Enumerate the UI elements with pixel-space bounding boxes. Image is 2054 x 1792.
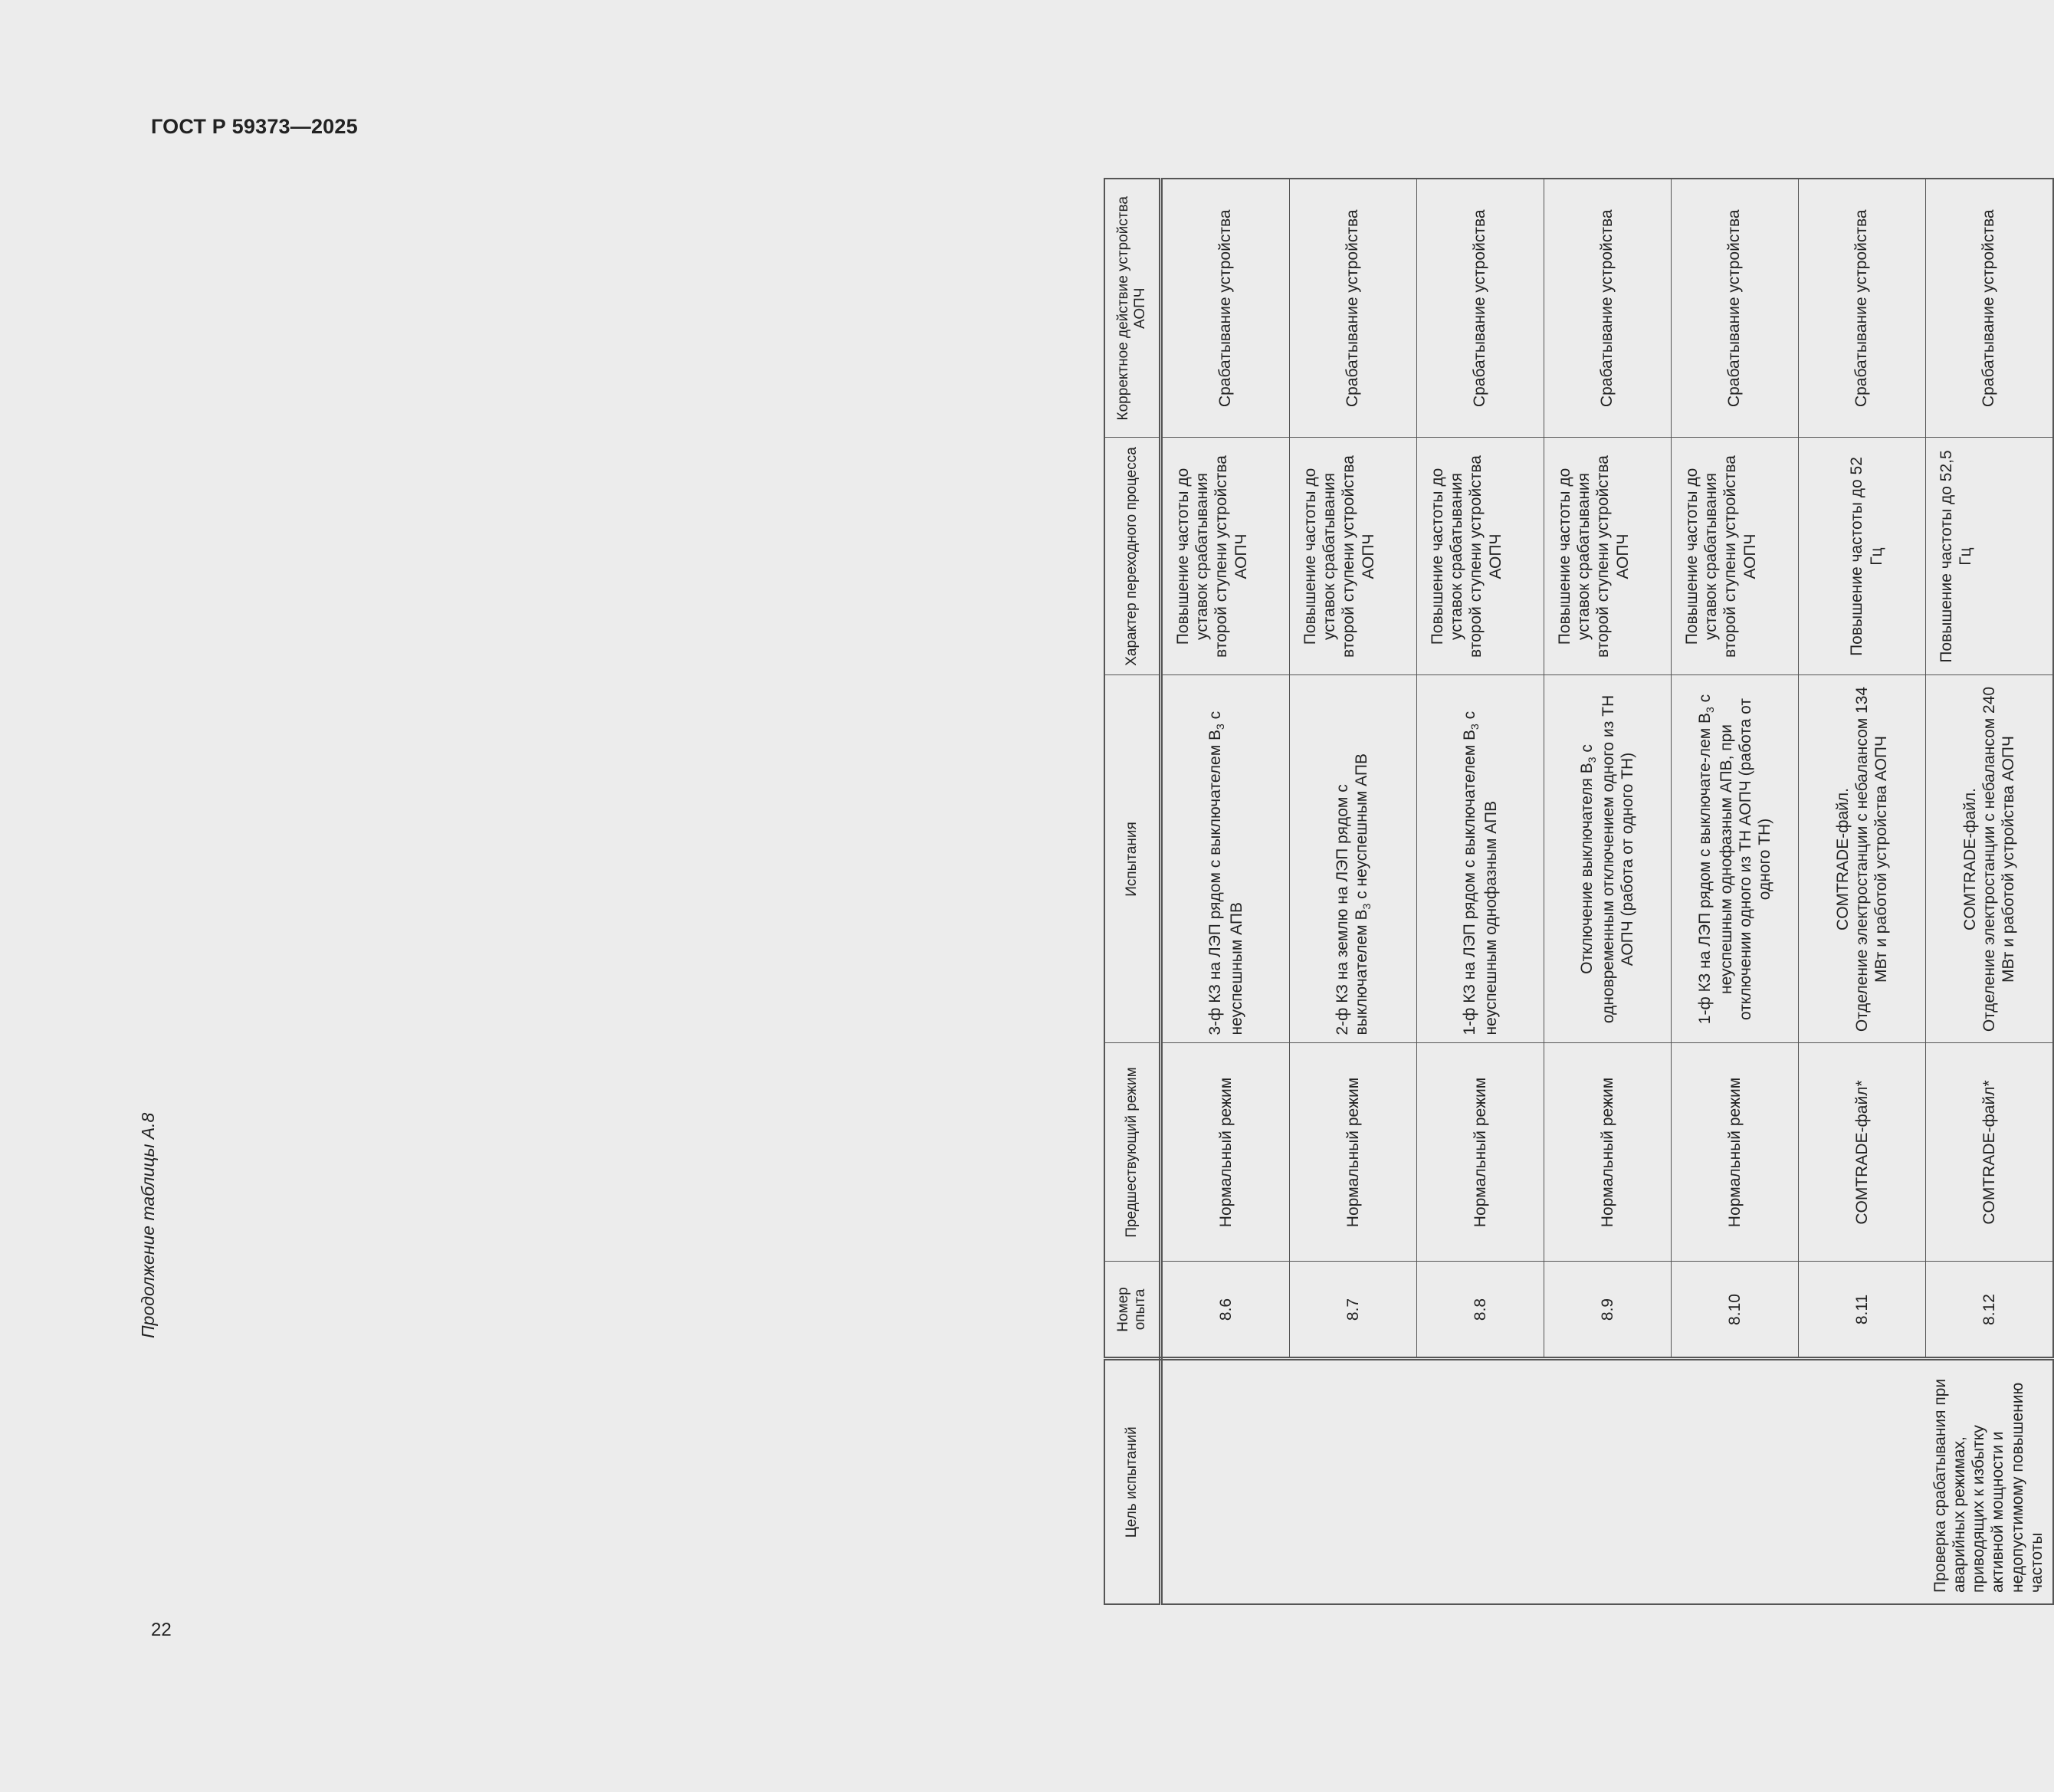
header-prior-mode: Предшествующий режим <box>1104 1043 1161 1262</box>
page-number: 22 <box>151 1620 172 1640</box>
process-cell: Повышение частоты до уставок срабатывания второй ступени устройства АОПЧ <box>1417 438 1544 675</box>
document-header: ГОСТ Р 59373—2025 <box>151 115 358 138</box>
process-cell: Повышение частоты до 52,5 Гц <box>1926 438 2054 675</box>
number-cell: 8.7 <box>1290 1262 1417 1359</box>
table-header-row <box>1104 179 1161 1604</box>
prior-mode-cell: Нормальный режим <box>1544 1043 1672 1262</box>
prior-mode-cell: COMTRADE-файл* <box>1926 1043 2054 1262</box>
number-cell: 8.10 <box>1672 1262 1799 1359</box>
header-process: Характер переходного процесса <box>1104 438 1161 675</box>
action-cell: Срабатывание устройства <box>1161 179 1290 438</box>
header-aim: Цель испытаний <box>1104 1359 1161 1604</box>
action-cell: Срабатывание устройства <box>1544 179 1672 438</box>
header-action: Корректное действие устройства АОПЧ <box>1104 179 1161 438</box>
prior-mode-cell: Нормальный режим <box>1161 1043 1290 1262</box>
test-cell: COMTRADE-файл. Отделение электростанции с небалансом 240 МВт и работой устройства АОПЧ <box>1926 675 2054 1043</box>
action-cell: Срабатывание устройства <box>1799 179 1926 438</box>
test-cell: Отключение выключателя $В_3$ с одновременным отключением одного из ТН АОПЧ (работа от одного ТН) <box>1544 675 1672 1043</box>
number-cell: 8.11 <box>1799 1262 1926 1359</box>
action-cell: Срабатывание устройства <box>1417 179 1544 438</box>
aim-text: Проверка срабатывания при аварийных режимах, приводящих к избытку активной мощности и недопустимому повышению частоты <box>1931 1378 2046 1593</box>
number-cell: 8.12 <box>1926 1262 2054 1359</box>
action-cell: Срабатывание устройства <box>1926 179 2054 438</box>
test-cell: 3-ф КЗ на ЛЭП рядом с выключателем $В_3$ с неуспешным АПВ <box>1161 675 1290 1043</box>
number-cell: 8.8 <box>1417 1262 1544 1359</box>
process-cell: Повышение частоты до уставок срабатывания второй ступени устройства АОПЧ <box>1290 438 1417 675</box>
aim-cell <box>1161 1359 2054 1604</box>
table-row <box>1161 179 1290 1604</box>
table-caption: Продолжение таблицы А.8 <box>138 1112 158 1338</box>
process-cell: Повышение частоты до уставок срабатывания второй ступени устройства АОПЧ <box>1544 438 1672 675</box>
prior-mode-cell: Нормальный режим <box>1417 1043 1544 1262</box>
prior-mode-cell: Нормальный режим <box>1672 1043 1799 1262</box>
test-table <box>1104 178 2054 1605</box>
test-cell: COMTRADE-файл. Отделение электростанции с небалансом 134 МВт и работой устройства АОПЧ <box>1799 675 1926 1043</box>
test-cell: 1-ф КЗ на ЛЭП рядом с выключателем $В_3$ с неуспешным однофазным АПВ <box>1417 675 1544 1043</box>
number-cell: 8.6 <box>1161 1262 1290 1359</box>
test-cell: 1-ф КЗ на ЛЭП рядом с выключате-лем $В_3$ с неуспешным однофазным АПВ, при отключении одного из ТН АОПЧ (работа от одного ТН) <box>1672 675 1799 1043</box>
test-cell: 2-ф КЗ на землю на ЛЭП рядом с выключателем $В_3$ с неуспешным АПВ <box>1290 675 1417 1043</box>
header-number: Номер опыта <box>1104 1262 1161 1359</box>
prior-mode-cell: Нормальный режим <box>1290 1043 1417 1262</box>
process-cell: Повышение частоты до уставок срабатывания второй ступени устройства АОПЧ <box>1161 438 1290 675</box>
number-cell: 8.9 <box>1544 1262 1672 1359</box>
prior-mode-cell: COMTRADE-файл* <box>1799 1043 1926 1262</box>
process-cell: Повышение частоты до уставок срабатывания второй ступени устройства АОПЧ <box>1672 438 1799 675</box>
action-cell: Срабатывание устройства <box>1290 179 1417 438</box>
header-tests: Испытания <box>1104 675 1161 1043</box>
rotated-table-container <box>1104 179 2046 1605</box>
action-cell: Срабатывание устройства <box>1672 179 1799 438</box>
process-cell: Повышение частоты до 52 Гц <box>1799 438 1926 675</box>
